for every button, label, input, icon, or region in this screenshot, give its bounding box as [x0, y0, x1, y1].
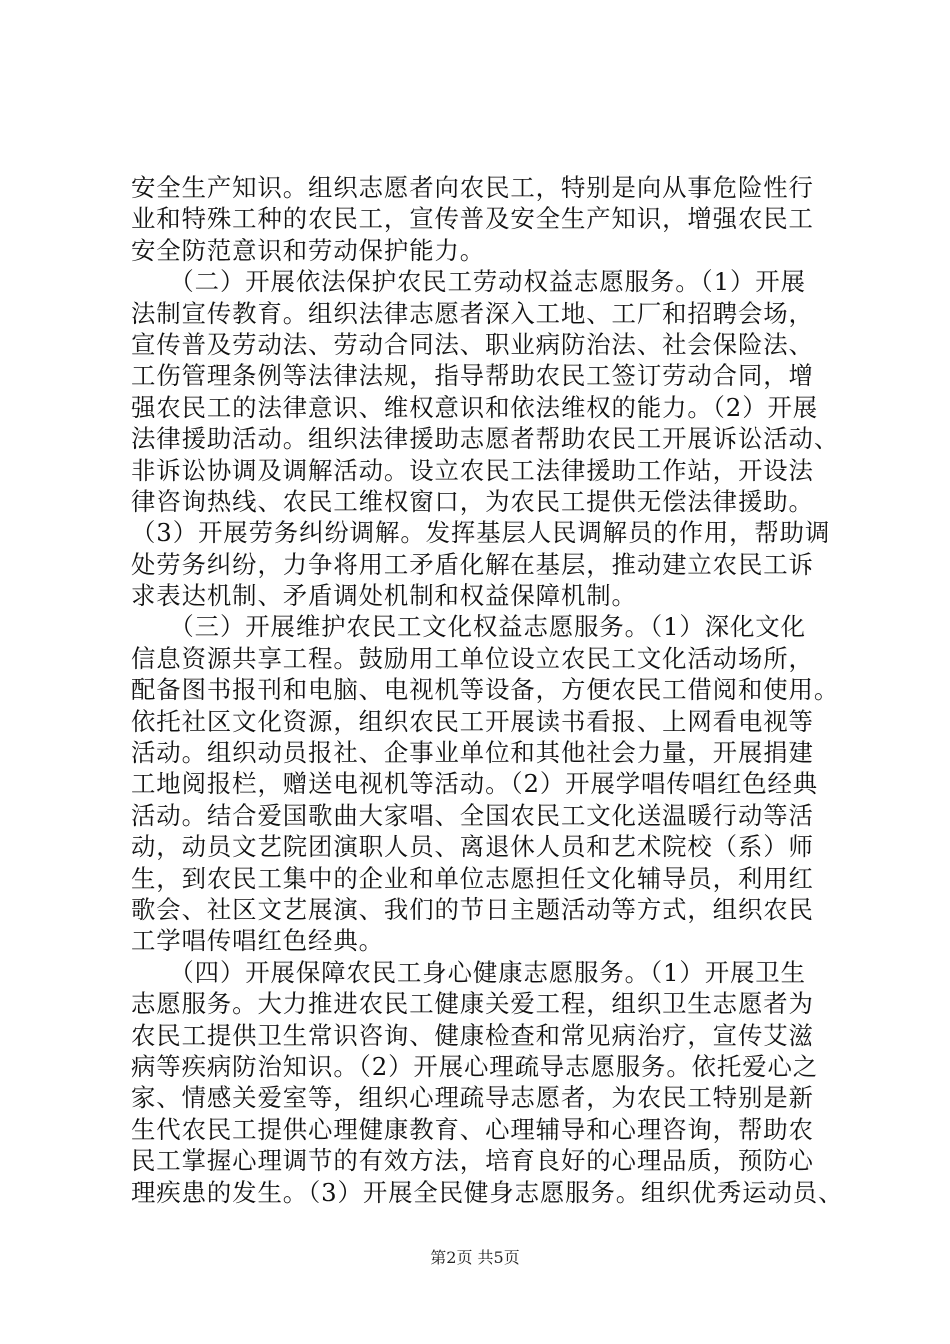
text-line: 信息资源共享工程。鼓励用工单位设立农民工文化活动场所， [131, 643, 814, 673]
text-line: （三）开展维护农民工文化权益志愿服务。（1）深化文化 [131, 612, 806, 642]
text-line: 业和特殊工种的农民工，宣传普及安全生产知识，增强农民工 [131, 204, 814, 234]
text-line: 求表达机制、矛盾调处机制和权益保障机制。 [131, 581, 637, 611]
text-line: 处劳务纠纷，力争将用工矛盾化解在基层，推动建立农民工诉 [131, 549, 814, 579]
text-line: 法律援助活动。组织法律援助志愿者帮助农民工开展诉讼活动、 [131, 424, 840, 454]
text-line: 生代农民工提供心理健康教育、心理辅导和心理咨询，帮助农 [131, 1114, 814, 1144]
text-line: 生，到农民工集中的企业和单位志愿担任文化辅导员，利用红 [131, 863, 814, 893]
text-line: 病等疾病防治知识。（2）开展心理疏导志愿服务。依托爱心之 [131, 1051, 819, 1081]
page-footer: 第2页 共5页 [430, 1248, 520, 1267]
text-line: 律咨询热线、农民工维权窗口，为农民工提供无偿法律援助。 [131, 486, 814, 516]
text-line: （3）开展劳务纠纷调解。发挥基层人民调解员的作用，帮助调 [131, 518, 831, 548]
text-line: （四）开展保障农民工身心健康志愿服务。（1）开展卫生 [131, 957, 806, 987]
text-line: 工伤管理条例等法律法规，指导帮助农民工签订劳动合同，增 [131, 361, 814, 391]
text-line: 动，动员文艺院团演职人员、离退休人员和艺术院校（系）师 [131, 832, 814, 862]
text-line: 工学唱传唱红色经典。 [131, 926, 384, 956]
text-line: 依托社区文化资源，组织农民工开展读书看报、上网看电视等 [131, 706, 814, 736]
text-line: 安全生产知识。组织志愿者向农民工，特别是向从事危险性行 [131, 173, 814, 202]
text-line: 配备图书报刊和电脑、电视机等设备，方便农民工借阅和使用。 [131, 675, 840, 705]
text-line: 理疾患的发生。（3）开展全民健身志愿服务。组织优秀运动员、 [131, 1177, 844, 1207]
text-line: 安全防范意识和劳动保护能力。 [131, 235, 486, 265]
text-line: （二）开展依法保护农民工劳动权益志愿服务。（1）开展 [131, 267, 806, 297]
text-line: 活动。组织动员报社、企事业单位和其他社会力量，开展捐建 [131, 738, 814, 768]
text-line: 家、情感关爱室等，组织心理疏导志愿者，为农民工特别是新 [131, 1083, 814, 1113]
text-line: 宣传普及劳动法、劳动合同法、职业病防治法、社会保险法、 [131, 329, 814, 359]
text-line: 民工掌握心理调节的有效方法，培育良好的心理品质，预防心 [131, 1146, 814, 1176]
text-line: 强农民工的法律意识、维权意识和依法维权的能力。（2）开展 [131, 392, 819, 422]
text-line: 农民工提供卫生常识咨询、健康检查和常见病治疗，宣传艾滋 [131, 1020, 814, 1050]
text-line: 工地阅报栏，赠送电视机等活动。（2）开展学唱传唱红色经典 [131, 769, 819, 799]
text-line: 活动。结合爱国歌曲大家唱、全国农民工文化送温暖行动等活 [131, 800, 814, 830]
document-body [131, 172, 851, 1208]
text-line: 非诉讼协调及调解活动。设立农民工法律援助工作站，开设法 [131, 455, 814, 485]
text-line: 法制宣传教育。组织法律志愿者深入工地、工厂和招聘会场， [131, 298, 814, 328]
text-line: 歌会、社区文艺展演、我们的节日主题活动等方式，组织农民 [131, 894, 814, 924]
text-line: 志愿服务。大力推进农民工健康关爱工程，组织卫生志愿者为 [131, 989, 814, 1019]
